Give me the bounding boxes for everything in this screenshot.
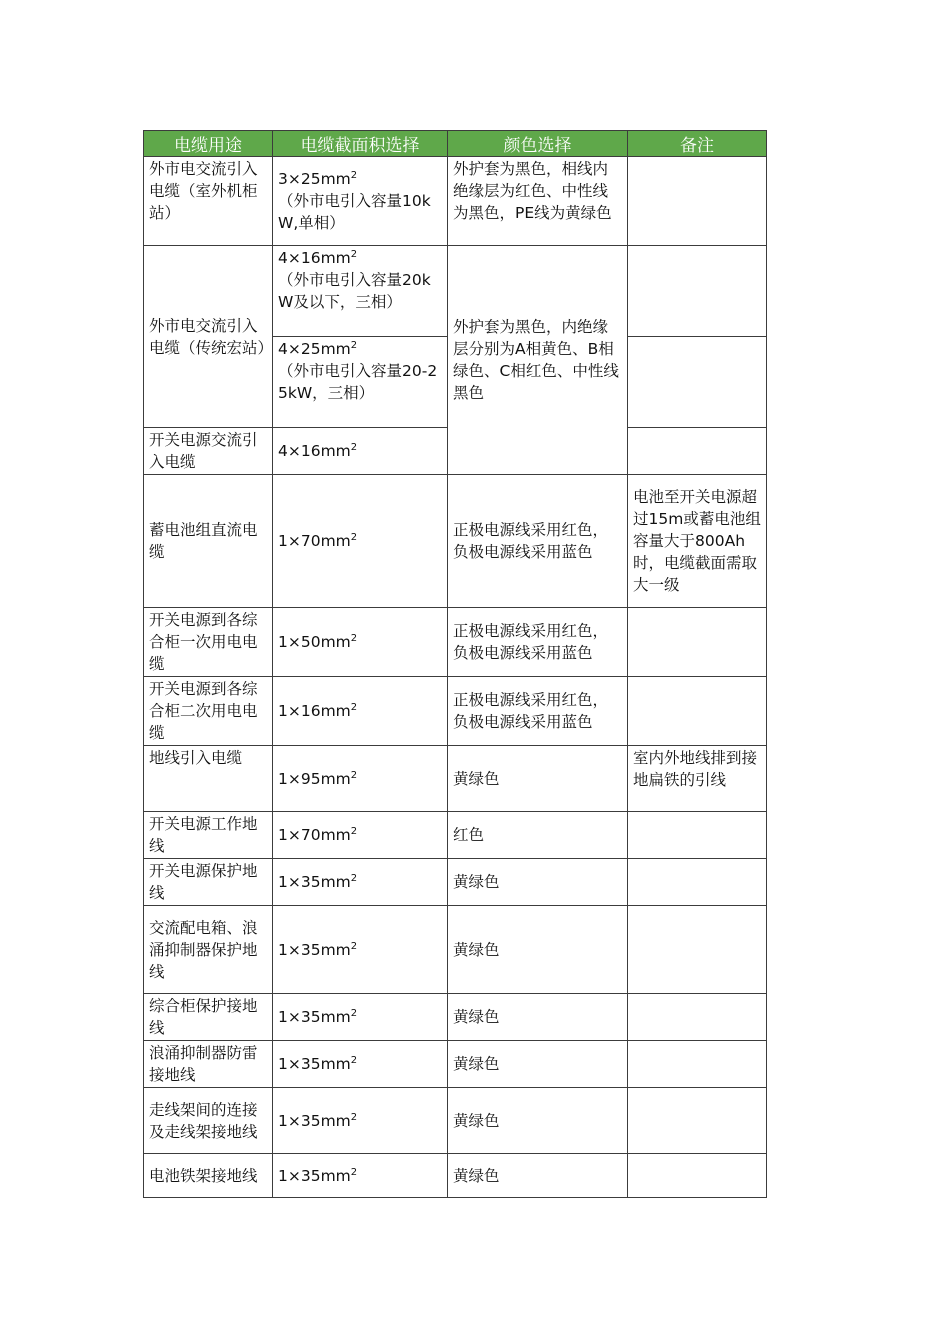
- cell-color: 黄绿色: [448, 994, 628, 1041]
- cell-use: 外市电交流引入电缆（室外机柜站）: [144, 157, 273, 246]
- cell-remark: 室内外地线排到接地扁铁的引线: [628, 746, 767, 812]
- cell-size: $1\times 95mm^2$: [273, 746, 448, 812]
- header-cable-size: 电缆截面积选择: [273, 131, 448, 157]
- cell-size: $4\times 16mm^2$: [273, 428, 448, 475]
- table-row: [144, 608, 767, 677]
- cell-use: 外市电交流引入电缆（传统宏站）: [144, 246, 273, 428]
- cell-color: 正极电源线采用红色，负极电源线采用蓝色: [448, 677, 628, 746]
- table-header-row: [144, 131, 767, 157]
- cell-size: $1\times 35mm^2$: [273, 1088, 448, 1154]
- cell-remark: [628, 1154, 767, 1198]
- cable-spec-table: [143, 130, 767, 1198]
- cell-color: 正极电源线采用红色，负极电源线采用蓝色: [448, 608, 628, 677]
- cell-use: 综合柜保护接地线: [144, 994, 273, 1041]
- table-row: [144, 677, 767, 746]
- cell-size: $1\times 16mm^2$: [273, 677, 448, 746]
- cell-use: 蓄电池组直流电缆: [144, 475, 273, 608]
- cell-remark: [628, 608, 767, 677]
- cell-use: 开关电源交流引入电缆: [144, 428, 273, 475]
- cell-remark: [628, 677, 767, 746]
- cell-remark: [628, 337, 767, 428]
- cell-size: $1\times 70mm^2$: [273, 812, 448, 859]
- cell-remark: [628, 1041, 767, 1088]
- cell-remark: [628, 157, 767, 246]
- cell-color: 外护套为黑色，内绝缘层分别为A相黄色、B相绿色、C相红色、中性线黑色: [448, 246, 628, 475]
- cell-color: 黄绿色: [448, 1041, 628, 1088]
- header-remark: 备注: [628, 131, 767, 157]
- table-row: [144, 906, 767, 994]
- table-row: [144, 859, 767, 906]
- cell-size: $4\times 25mm^2$ （外市电引入容量20-25kW，三相）: [273, 337, 448, 428]
- cell-size: $1\times 35mm^2$: [273, 906, 448, 994]
- cell-color: 红色: [448, 812, 628, 859]
- cell-remark: [628, 1088, 767, 1154]
- header-color: 颜色选择: [448, 131, 628, 157]
- cell-use: 开关电源到各综合柜二次用电电缆: [144, 677, 273, 746]
- cell-size: $1\times 35mm^2$: [273, 1041, 448, 1088]
- cell-color: 黄绿色: [448, 859, 628, 906]
- table-row: [144, 246, 767, 337]
- table-row: [144, 1088, 767, 1154]
- cell-use: 开关电源工作地线: [144, 812, 273, 859]
- cell-color: 黄绿色: [448, 1088, 628, 1154]
- cell-use: 电池铁架接地线: [144, 1154, 273, 1198]
- cell-use: 交流配电箱、浪涌抑制器保护地线: [144, 906, 273, 994]
- cell-color: 正极电源线采用红色，负极电源线采用蓝色: [448, 475, 628, 608]
- cell-size: $1\times 35mm^2$: [273, 859, 448, 906]
- cell-color: 外护套为黑色，相线内绝缘层为红色、中性线为黑色，PE线为黄绿色: [448, 157, 628, 246]
- table-row: [144, 475, 767, 608]
- cell-remark: [628, 859, 767, 906]
- header-cable-use: 电缆用途: [144, 131, 273, 157]
- cell-size: $1\times 35mm^2$: [273, 1154, 448, 1198]
- table-row: [144, 746, 767, 812]
- cell-use: 开关电源保护地线: [144, 859, 273, 906]
- cell-remark: [628, 428, 767, 475]
- cell-color: 黄绿色: [448, 906, 628, 994]
- cell-size: $4\times 16mm^2$ （外市电引入容量20kW及以下，三相）: [273, 246, 448, 337]
- cell-use: 开关电源到各综合柜一次用电电缆: [144, 608, 273, 677]
- cell-color: 黄绿色: [448, 746, 628, 812]
- cell-use: 浪涌抑制器防雷接地线: [144, 1041, 273, 1088]
- cell-use: 走线架间的连接及走线架接地线: [144, 1088, 273, 1154]
- cell-use: 地线引入电缆: [144, 746, 273, 812]
- cell-color: 黄绿色: [448, 1154, 628, 1198]
- cell-remark: 电池至开关电源超过15m或蓄电池组容量大于800Ah时，电缆截面需取大一级: [628, 475, 767, 608]
- cell-remark: [628, 812, 767, 859]
- table-row: [144, 812, 767, 859]
- cell-remark: [628, 994, 767, 1041]
- cell-remark: [628, 906, 767, 994]
- cell-size: $3\times 25mm^2$ （外市电引入容量10kW,单相）: [273, 157, 448, 246]
- table-row: [144, 1154, 767, 1198]
- cell-remark: [628, 246, 767, 337]
- table-row: [144, 994, 767, 1041]
- cell-size: $1\times 35mm^2$: [273, 994, 448, 1041]
- cell-size: $1\times 50mm^2$: [273, 608, 448, 677]
- cell-size: $1\times 70mm^2$: [273, 475, 448, 608]
- table-row: [144, 157, 767, 246]
- table-row: [144, 1041, 767, 1088]
